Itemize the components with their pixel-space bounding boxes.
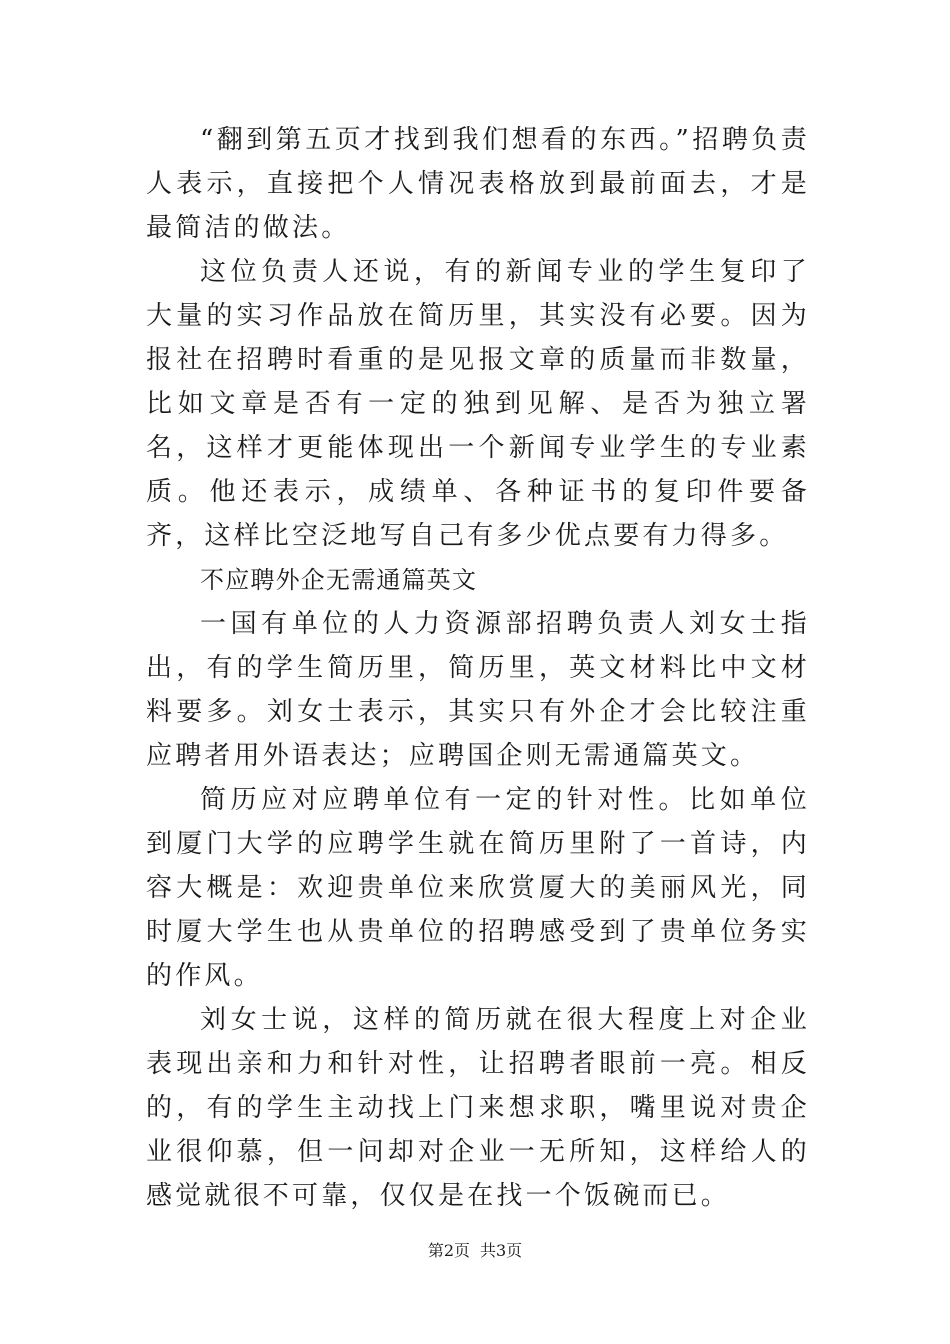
- page-total: 共3页: [480, 1241, 523, 1260]
- document-body: [146, 118, 810, 1218]
- paragraph-2: 这位负责人还说，有的新闻专业的学生复印了大量的实习作品放在简历里，其实没有必要。因为报社在招聘时看重的是见报文章的质量而非数量，比如文章是否有一定的独到见解、是否为独立署名，这样才更能体现出一个新闻专业学生的专业素质。他还表示，成绩单、各种证书的复印件要备齐，这样比空泛地写自己有多少优点要有力得多。: [146, 257, 810, 551]
- paragraph-1: “翻到第五页才找到我们想看的东西。”招聘负责人表示，直接把个人情况表格放到最前面去，才是最简洁的做法。: [146, 125, 810, 243]
- paragraph-3: 一国有单位的人力资源部招聘负责人刘女士指出，有的学生简历里，简历里，英文材料比中文材料要多。刘女士表示，其实只有外企才会比较注重应聘者用外语表达；应聘国企则无需通篇英文。: [146, 609, 810, 771]
- paragraph-5: 刘女士说，这样的简历就在很大程度上对企业表现出亲和力和针对性，让招聘者眼前一亮。相反的，有的学生主动找上门来想求职，嘴里说对贵企业很仰慕，但一问却对企业一无所知，这样给人的感觉就很不可靠，仅仅是在找一个饭碗而已。: [146, 1005, 810, 1211]
- section-heading: 不应聘外企无需通篇英文: [200, 566, 478, 594]
- paragraph-4: 简历应对应聘单位有一定的针对性。比如单位到厦门大学的应聘学生就在简历里附了一首诗，内容大概是：欢迎贵单位来欣赏厦大的美丽风光，同时厦大学生也从贵单位的招聘感受到了贵单位务实的作风。: [146, 785, 810, 991]
- page-number: 第2页: [427, 1241, 470, 1260]
- page-footer: [0, 1240, 950, 1262]
